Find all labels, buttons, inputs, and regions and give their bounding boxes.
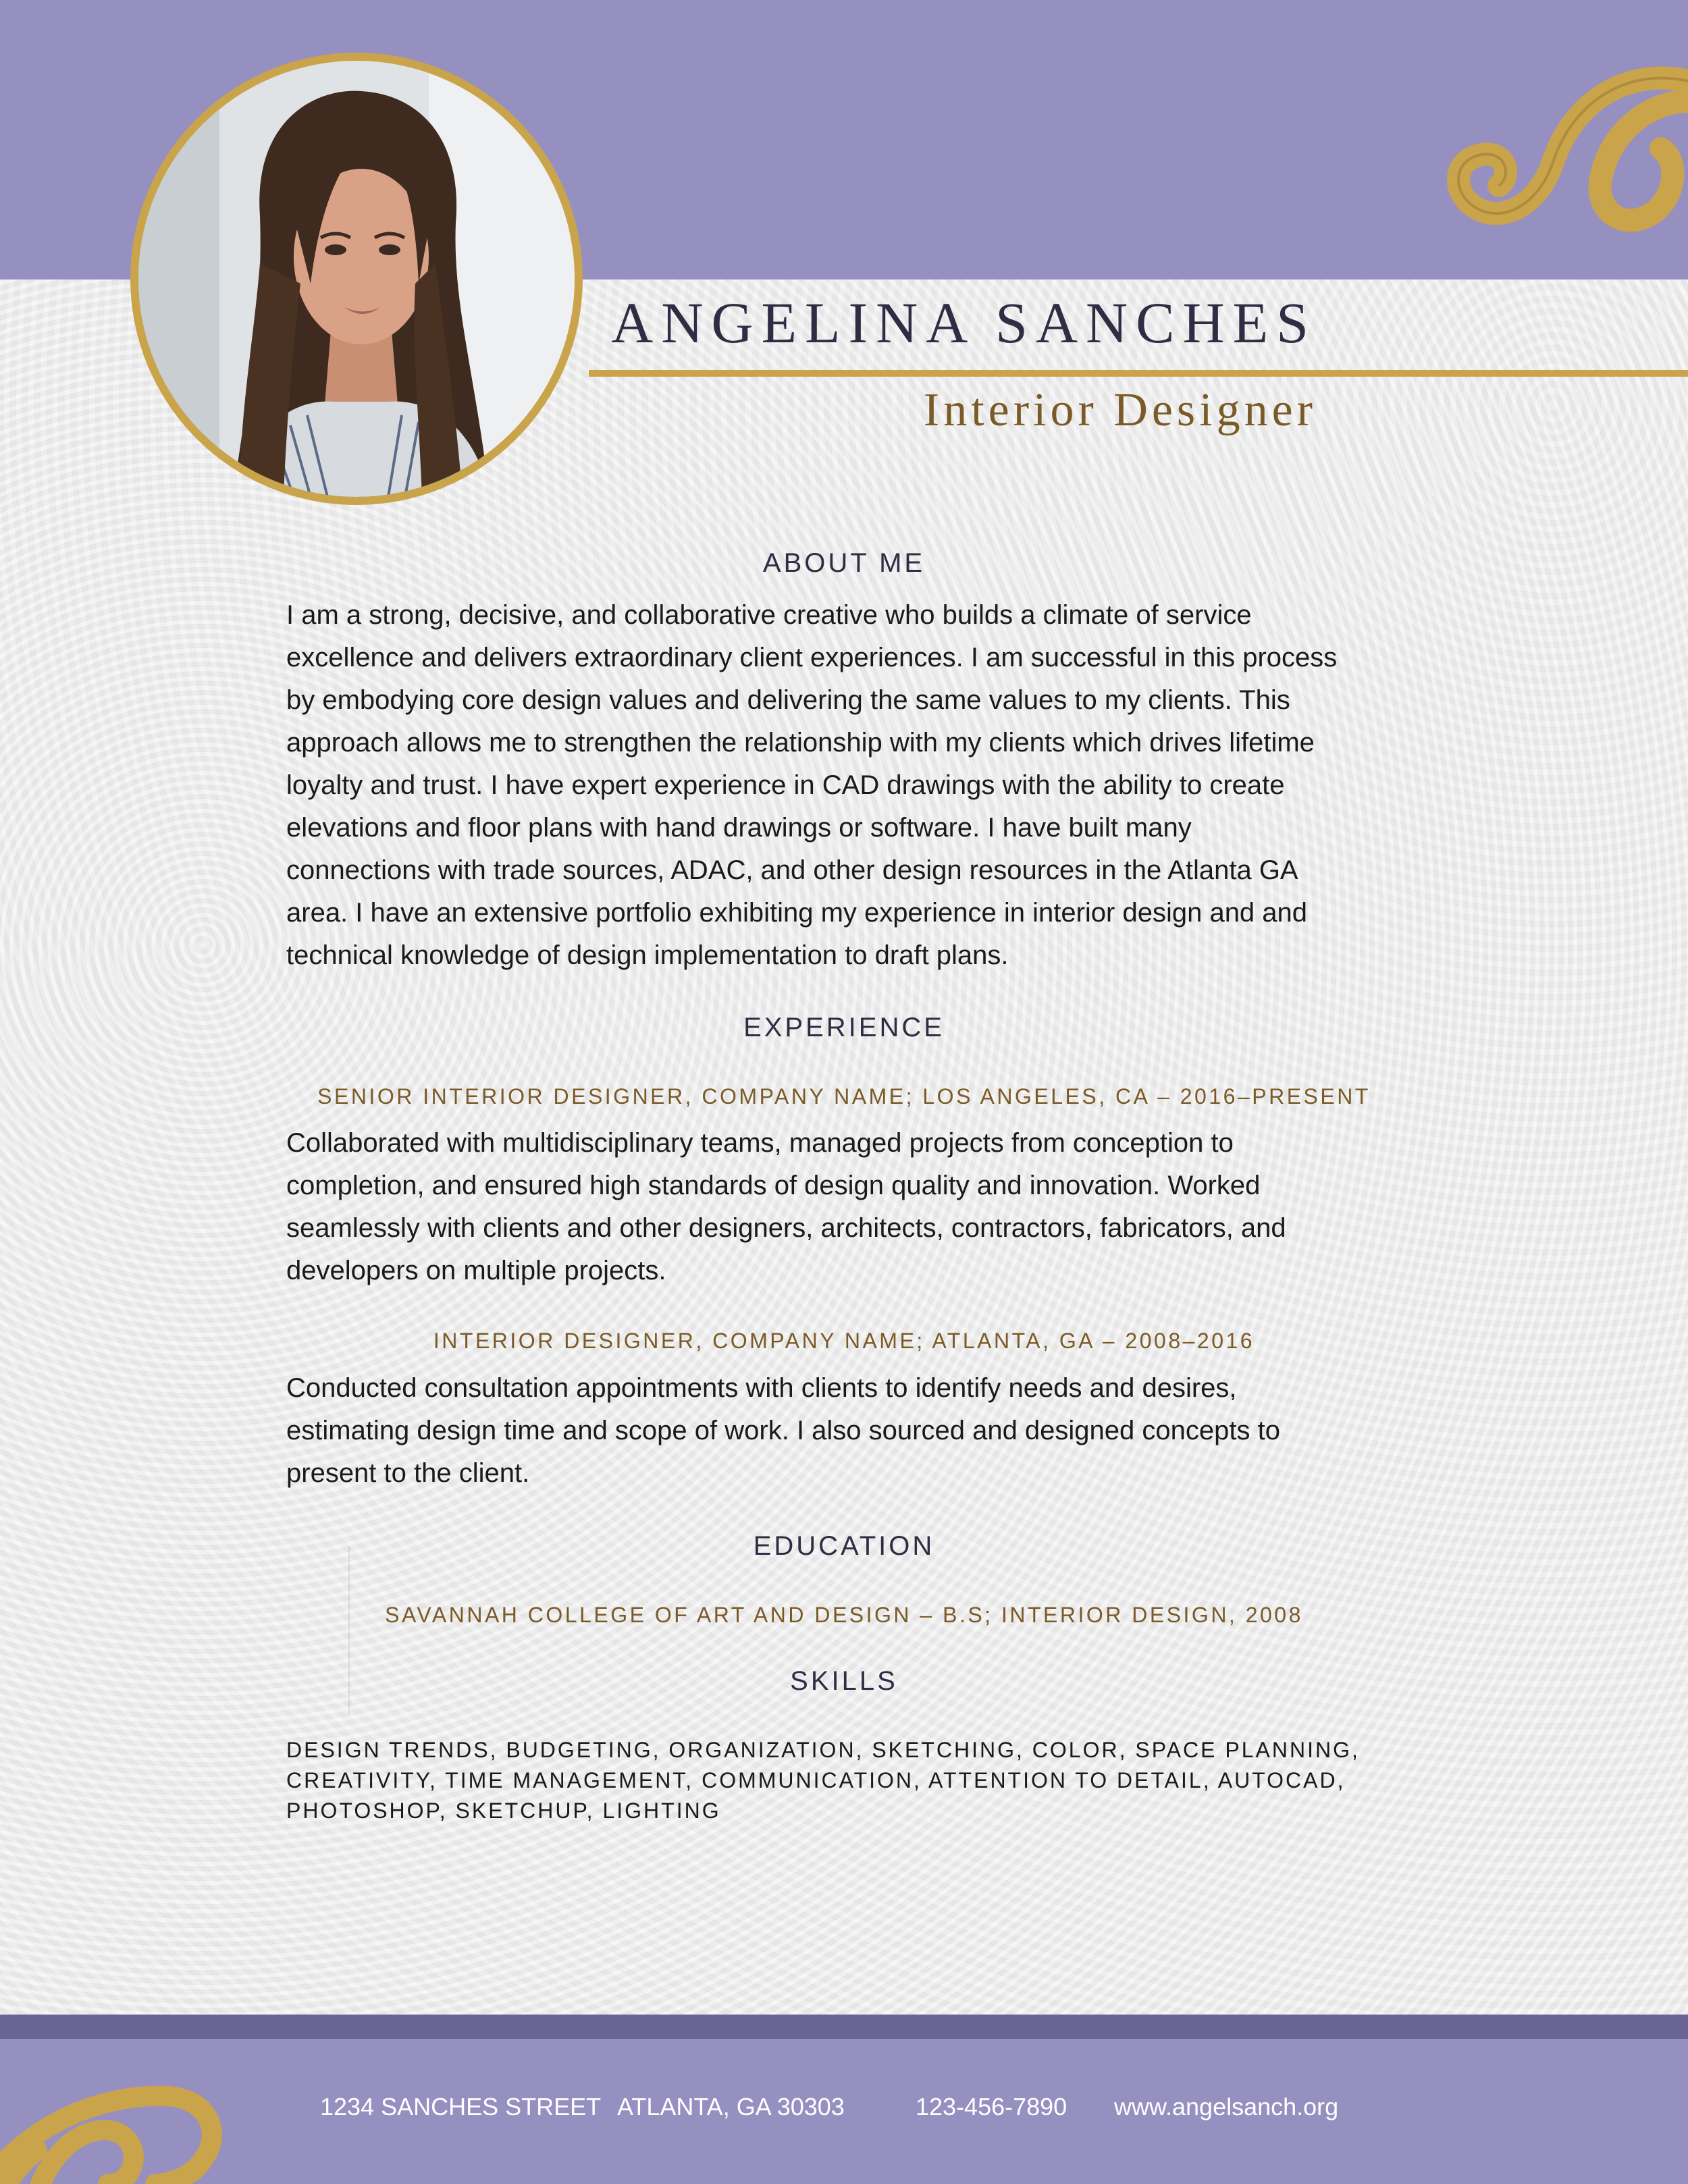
education-entry: SAVANNAH COLLEGE OF ART AND DESIGN – B.S; INTERIOR DESIGN, 2008 — [385, 1603, 1303, 1627]
profile-photo — [138, 61, 575, 497]
job-line: seamlessly with clients and other designers, architects, contractors, fabricators, and — [286, 1213, 1286, 1243]
footer-stripe — [0, 2015, 1688, 2039]
about-line: approach allows me to strengthen the relationship with my clients which drives lifetime — [286, 728, 1315, 757]
skills-line: PHOTOSHOP, SKETCHUP, LIGHTING — [286, 1799, 721, 1823]
about-text — [286, 594, 1394, 977]
education-heading: EDUCATION — [753, 1531, 935, 1561]
footer-city: ATLANTA, GA 30303 — [617, 2093, 845, 2121]
job-description-2 — [286, 1367, 1394, 1495]
person-name: ANGELINA SANCHES — [611, 290, 1317, 355]
job-title-1: SENIOR INTERIOR DESIGNER, COMPANY NAME; LOS ANGELES, CA – 2016–PRESENT — [317, 1084, 1371, 1109]
skills-list — [286, 1735, 1434, 1826]
about-line: area. I have an extensive portfolio exhibiting my experience in interior design and and — [286, 898, 1308, 928]
job-title: Interior Designer — [923, 384, 1317, 436]
job-line: Conducted consultation appointments with clients to identify needs and desires, — [286, 1373, 1237, 1403]
skills-heading: SKILLS — [790, 1666, 898, 1696]
footer-street: 1234 SANCHES STREET — [320, 2093, 602, 2121]
about-line: by embodying core design values and delivering the same values to my clients. This — [286, 685, 1290, 715]
about-heading: ABOUT ME — [762, 548, 926, 578]
about-line: connections with trade sources, ADAC, and other design resources in the Atlanta GA — [286, 855, 1298, 885]
name-divider — [589, 370, 1688, 377]
job-title-2: INTERIOR DESIGNER, COMPANY NAME; ATLANTA, GA – 2008–2016 — [433, 1329, 1255, 1353]
job-line: developers on multiple projects. — [286, 1256, 666, 1285]
job-line: present to the client. — [286, 1458, 530, 1488]
job-line: completion, and ensured high standards of design quality and innovation. Worked — [286, 1171, 1261, 1200]
about-line: loyalty and trust. I have expert experience in CAD drawings with the ability to create — [286, 770, 1285, 800]
job-line: estimating design time and scope of work. I also sourced and designed concepts to — [286, 1416, 1280, 1445]
about-line: excellence and delivers extraordinary client experiences. I am successful in this process — [286, 643, 1338, 672]
skills-line: CREATIVITY, TIME MANAGEMENT, COMMUNICATION, ATTENTION TO DETAIL, AUTOCAD, — [286, 1768, 1346, 1792]
skills-line: DESIGN TRENDS, BUDGETING, ORGANIZATION, SKETCHING, COLOR, SPACE PLANNING, — [286, 1738, 1360, 1762]
about-line: technical knowledge of design implementation to draft plans. — [286, 940, 1009, 970]
contact-footer — [0, 2093, 1688, 2133]
scroll-ornament-icon — [1404, 61, 1688, 243]
job-line: Collaborated with multidisciplinary teams, managed projects from conception to — [286, 1128, 1234, 1158]
about-line: elevations and floor plans with hand drawings or software. I have built many — [286, 813, 1192, 843]
footer-website-link[interactable]: www.angelsanch.org — [1114, 2093, 1339, 2121]
about-line: I am a strong, decisive, and collaborative creative who builds a climate of service — [286, 600, 1252, 630]
experience-heading: EXPERIENCE — [743, 1013, 945, 1042]
job-description-1 — [286, 1122, 1394, 1292]
footer-phone[interactable]: 123-456-7890 — [916, 2093, 1067, 2121]
